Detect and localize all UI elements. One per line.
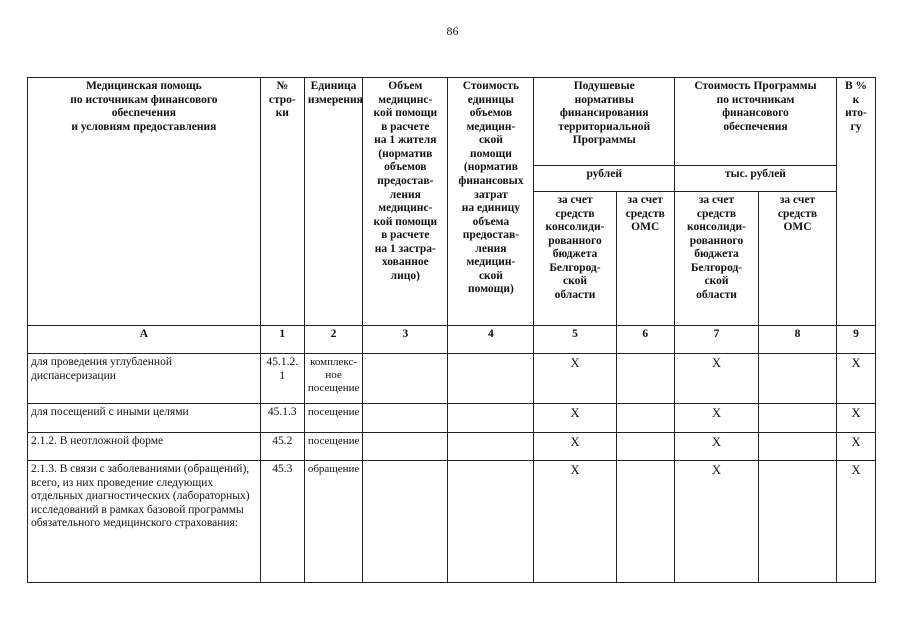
table-row: [28, 461, 876, 583]
cell-c9: X: [836, 461, 875, 583]
row-name: 2.1.3. В связи с заболеваниями (обращений), всего, из них проведение следующих отдельных диагностических (лабораторных) исследований в рамках базовой программы обязательного медицинского страхования:: [28, 461, 261, 583]
cell-c3: [363, 433, 448, 461]
cell-c9: X: [836, 354, 875, 404]
unit-56: рублей: [534, 166, 674, 192]
cell-c7: X: [674, 354, 758, 404]
row-unit: посещение: [304, 433, 362, 461]
index-cell: 3: [363, 326, 448, 354]
index-cell: 9: [836, 326, 875, 354]
header-col-6: за счет средств ОМС: [616, 192, 674, 326]
cell-c7: X: [674, 433, 758, 461]
index-cell: 4: [448, 326, 534, 354]
row-name: для проведения углубленной диспансеризации: [28, 354, 261, 404]
cell-c3: [363, 404, 448, 433]
table-row: [28, 404, 876, 433]
index-row: [28, 326, 876, 354]
cell-c3: [363, 461, 448, 583]
cell-c8: [759, 404, 837, 433]
header-group-56: Подушевые нормативы финансирования территориальной Программы: [534, 78, 674, 166]
cell-c8: [759, 461, 837, 583]
row-line: 45.1.2. 1: [260, 354, 304, 404]
cell-c8: [759, 354, 837, 404]
cell-c9: X: [836, 433, 875, 461]
index-cell: 7: [674, 326, 758, 354]
header-group-78: Стоимость Программы по источникам финансового обеспечения: [674, 78, 836, 166]
index-cell: 6: [616, 326, 674, 354]
cell-c3: [363, 354, 448, 404]
index-cell: А: [28, 326, 261, 354]
cell-c4: [448, 404, 534, 433]
cell-c6: [616, 354, 674, 404]
row-line: 45.2: [260, 433, 304, 461]
row-unit: посещение: [304, 404, 362, 433]
header-col-4: Стоимость единицы объемов медицин- ской помощи (норматив финансовых затрат на единицу объема предостав- ления медицин- ской помощи): [448, 78, 534, 326]
cell-c8: [759, 433, 837, 461]
cell-c5: X: [534, 433, 616, 461]
cell-c5: X: [534, 404, 616, 433]
cell-c5: X: [534, 461, 616, 583]
cell-c7: X: [674, 404, 758, 433]
index-cell: 8: [759, 326, 837, 354]
cell-c6: [616, 404, 674, 433]
header-col-3: Объем медицинс- кой помощи в расчете на 1 жителя (норматив объемов предостав- ления медицинс- кой помощи в расчете на 1 застра- хованное лицо): [363, 78, 448, 326]
header-col-a: Медицинская помощь по источникам финансового обеспечения и условиям предоставления: [28, 78, 261, 326]
page-number: 86: [446, 24, 459, 38]
financing-table: [27, 77, 876, 583]
table-row: [28, 354, 876, 404]
cell-c6: [616, 433, 674, 461]
cell-c6: [616, 461, 674, 583]
index-cell: 1: [260, 326, 304, 354]
row-unit: комплекс- ное посещение: [304, 354, 362, 404]
index-cell: 5: [534, 326, 616, 354]
row-line: 45.1.3: [260, 404, 304, 433]
header-col-8: за счет средств ОМС: [759, 192, 837, 326]
index-cell: 2: [304, 326, 362, 354]
table-row: [28, 433, 876, 461]
cell-c4: [448, 461, 534, 583]
cell-c4: [448, 354, 534, 404]
header-col-9: В % к ито- гу: [836, 78, 875, 326]
unit-78: тыс. рублей: [674, 166, 836, 192]
row-unit: обращение: [304, 461, 362, 583]
header-col-7: за счет средств консолиди- рованного бюджета Белгород- ской области: [674, 192, 758, 326]
row-name: для посещений с иными целями: [28, 404, 261, 433]
header-col-5: за счет средств консолиди- рованного бюджета Белгород- ской области: [534, 192, 616, 326]
cell-c7: X: [674, 461, 758, 583]
row-line: 45.3: [260, 461, 304, 583]
cell-c9: X: [836, 404, 875, 433]
cell-c5: X: [534, 354, 616, 404]
cell-c4: [448, 433, 534, 461]
header-col-1: № стро- ки: [260, 78, 304, 326]
header-col-2: Единица измерения: [304, 78, 362, 326]
row-name: 2.1.2. В неотложной форме: [28, 433, 261, 461]
